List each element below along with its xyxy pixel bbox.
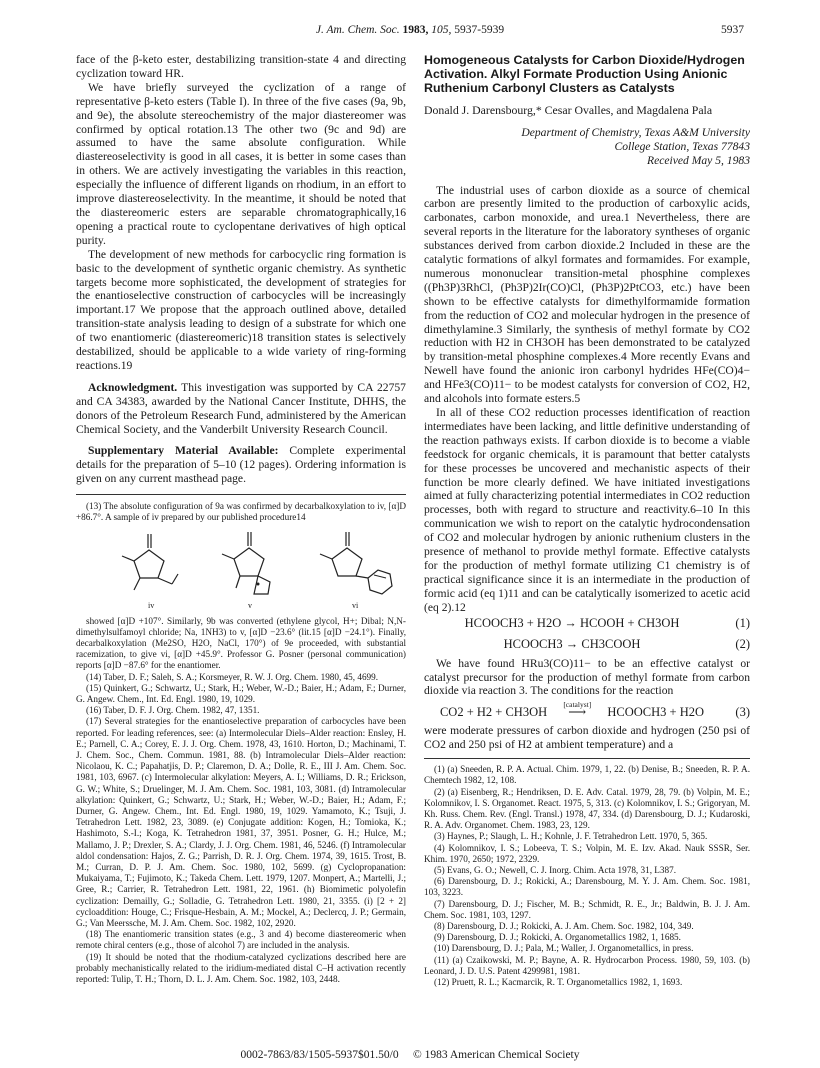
reference-item: (12) Pruett, R. L.; Kacmarcik, R. T. Organometallics 1982, 1, 1693. [434, 977, 683, 987]
structure-iv-icon [116, 528, 186, 600]
paragraph: In all of these CO2 reduction processes identification of reaction intermediates have been lacking, and little definitive understanding of the reaction pathways exists. If carbon dioxide is to become a viable feedstock for organic chemicals, it is paramount that better catalysts for these processes be uncovered and mechanistic aspects of their function be more clearly defined. We have initiated investigations aimed at fully characterizing potential intermediates in CO2 reduction processes, both with regard to structure and reactivity.6–10 In this communication we wish to report on the catalytic hydrocondensation of CO2 and molecular hydrogen by anionic ruthenium clusters in the presence of methanol to provide methyl formate. Effective catalysts for the production of methyl formate utilizing C1 chemistry is of practical significance since it is an intermediate in the production of formic acid (eq 1)11 and can be catalytically isomerized to acetic acid (eq 2).12 [424, 406, 750, 614]
reference-item: (7) Darensbourg, D. J.; Fischer, M. B.; Schmidt, R. E., Jr.; Baldwin, B. J. J. Am. Chem. Soc. 1981, 103, 1297. [424, 898, 750, 920]
article-code: 0002-7863/83/1505-5937$01.50/0 [240, 1049, 399, 1061]
footnote-17: (17) Several strategies for the enantioselective preparation of carbocycles have been reported. For leading references, see: (a) Intermolecular Diels–Alder reaction: Ensley, H. E.; Parnell, C. A.; Corey, E. J. J. Org. Chem. 1978, 43, 1610. Horton, D.; Machinami, T. J. Chem. Soc., Chem. Commun. 1981, 88. (b) Intramolecular Diels–Alder reaction: Nicolaou, K. C.; Papahatjis, D. P.; Claremon, D. A.; Dolle, R. E., III J. Am. Chem. Soc. 1981, 103, 6967. (c) Intermolecular alkylation: Meyers, A. I.; Williams, D. R.; Erickson, G. W.; White, S.; Druelinger, M. J. Am. Chem. Soc. 1981, 103, 3081. (d) Intramolecular alkylation: Quinkert, G.; Schwartz, U.; Stark, H.; Weber, W.-D.; Baier, H.; Adam, F.; Durner, G. Angew. Chem., Int. Ed. Engl. 1980, 19, 1029. Yamamoto, K.; Tsuji, J. Tetrahedron Lett. 1982, 23, 3089. (e) Conjugate addition: Kogen, H.; Tomioka, K.; Hashimoto, S.-I.; Koga, K. Tetrahedron 1981, 37, 3951. Posner, G. H.; Hulce, M.; Mallamo, J. P.; Drexler, S. A.; Clardy, J. J. Org. Chem. 1981, 46, 5246. (f) Intramolecular aldol condensation: Hajos, Z. G.; Parrish, D. R. J. Org. Chem. 1974, 39, 1615. Trost, B. M.; Curran, D. P. J. Am. Chem. Soc. 1980, 102, 5699. (g) Cyclopropanation: Mukaiyama, T.; Fujimoto, K.; Takeda Chem. Lett. 1979, 1207. Monpert, A.; Martelli, J.; Gree, R.; Carrier, R. Tetrahedron Lett. 1981, 22, 1961. (h) Biomimetic polyolefin cyclization: Demailly, G.; Solladie, G. Tetrahedron Lett. 1980, 21, 3355. (i) [2 + 2] cycloaddition: Hougе, C.; Frisque-Hesbain, A. M.; Mockel, A.; Declercq, J. P.; Germain, G.; Van Meerssche, M. J. Am. Chem. Soc. 1982, 102, 2920. [76, 716, 406, 929]
structure-vi-icon [316, 528, 396, 600]
paragraph: We have found HRu3(CO)11− to be an effective catalyst or catalyst precursor for the production of methyl formate from carbon dioxide via reaction 3. The conditions for the reaction [424, 656, 750, 698]
paragraph: We have briefly surveyed the cyclization of a range of representative β-keto esters (Table I). In three of the five cases (9a, 9b, and 9e), the absolute stereochemistry of the major diastereomer was confirmed by optical rotation.13 The other two (9c and 9d) are assumed to have the same absolute configuration. While diastereoselectivity is good in all cases, it is better in some cases than in others. We are actively investigating the variables in this reaction, especially the influence of different ligands on rhodium, in an effort to improve diastereoselectivity. In the meantime, it should be noted that the diastereomeric esters are separable chromatographically,16 opening a practical route to cyclopentane derivatives of high optical purity. [76, 80, 406, 247]
structures-figure [76, 528, 406, 614]
footnote-19: (19) It should be noted that the rhodium-catalyzed cyclizations described here are probably mechanistically related to the iridium-mediated distal C–H activation recently reported: Tulip, T. H.; Thorn, D. L. J. Am. Chem. Soc. 1982, 103, 2448. [76, 951, 406, 985]
footnote-divider [76, 494, 406, 495]
equation-3: CO2 + H2 + CH3OH [catalyst] ⟶ HCOOCH3 + H2O (3) [439, 700, 750, 720]
reference-item: (8) Darensbourg, D. J.; Rokicki, A. J. Am. Chem. Soc. 1982, 104, 349. [434, 920, 694, 931]
equation-1: HCOOCH3 + H2O → HCOOH + CH3OH (1) [464, 615, 750, 630]
left-column [76, 53, 406, 985]
footnote-13b: showed [α]D +107°. Similarly, 9b was converted (ethylene glycol, H+; Dibal; N,N-dimethylsulfamoyl chloride; Na, 1NH3) to v, [α]D −23.6° (lit.15 [α]D −24.1°). Finally, decarbalkoxylation (Me2SO, H2O, NaCl, 170°) of 9e proceeded, with substantial racemization, to give vi, [α]D +45.9°. Professor G. Posner (personal communication) reports [α]D −87.6° for the enantiomer. [76, 615, 406, 671]
reference-item: (1) (a) Sneeden, R. P. A. Actual. Chim. 1979, 1, 22. (b) Denise, B.; Sneeden, R. P. A. Chemtech 1982, 12, 108. [424, 764, 750, 786]
footnote-15: (15) Quinkert, G.; Schwartz, U.; Stark, H.; Weber, W.-D.; Baier, H.; Adam, F.; Durner, G. Angew. Chem., Int. Ed. Engl. 1980, 19, 1029. [76, 682, 406, 705]
supplementary-material: Supplementary Material Available: Complete experimental details for the preparation of 5–10 (12 pages). Ordering information is given on any current masthead page. [76, 444, 406, 486]
footnote-divider [424, 758, 750, 759]
acknowledgment: Acknowledgment. This investigation was supported by CA 22757 and CA 34383, awarded by the National Cancer Institute, DHHS, the donors of the Petroleum Research Fund, administered by the American Chemical Society, and the Vanderbilt University Research Council. [76, 380, 406, 436]
structure-v-icon [214, 528, 286, 600]
reference-item: (3) Haynes, P.; Slaugh, L. H.; Kohnle, J. F. Tetrahedron Lett. 1970, 5, 365. [434, 831, 708, 842]
reference-item: (6) Darensbourg, D. J.; Rokicki, A.; Darensbourg, M. Y. J. Am. Chem. Soc. 1981, 103, 3223. [424, 876, 750, 898]
structure-label-vi: vi [352, 600, 359, 610]
right-column [424, 53, 750, 988]
structure-label-iv: iv [148, 600, 155, 610]
footnote-18: (18) The enantiomeric transition states (e.g., 3 and 4) become diastereomeric when remote chiral centers (e.g., those of alcohol 7) are included in the analysis. [76, 929, 406, 951]
reference-item: (2) (a) Eisenberg, R.; Hendriksen, D. E. Adv. Catal. 1979, 28, 79. (b) Volpin, M. E.; Kolomnikov, I. S. Organomet. React. 1975, 5, 313. (c) Kolomnikov, I. S.; Grigoryan, M. Kh. Russ. Chem. Rev. (Engl. Transl.) 1978, 47, 334. (d) Darensbourg, D. J.; Kudaroski, R. A. Adv. Organomet. Chem. 1983, 23, 129. [424, 786, 750, 831]
page-number: 5937 [721, 24, 744, 36]
author-list: Donald J. Darensbourg,* Cesar Ovalles, and Magdalena Pala [424, 102, 713, 117]
footnote-14: (14) Taber, D. F.; Saleh, S. A.; Korsmeyer, R. W. J. Org. Chem. 1980, 45, 4699. [86, 671, 379, 682]
structure-label-v: v [248, 600, 252, 610]
reference-item: (10) Darensbourg, D. J.; Pala, M.; Waller, J. Organometallics, in press. [434, 943, 694, 954]
footnote-13a: (13) The absolute configuration of 9a was confirmed by decarbalkoxylation to iv, [α]D +86.7°. A sample of iv prepared by our published procedure14 [76, 501, 406, 523]
article-title: Homogeneous Catalysts for Carbon Dioxide/Hydrogen Activation. Alkyl Formate Production Using Anionic Ruthenium Carbonyl Clusters as Catalysts [424, 53, 745, 96]
reference-item: (9) Darensbourg, D. J.; Rokicki, A. Organometallics 1982, 1, 1685. [434, 932, 681, 943]
reference-item: (5) Evans, G. O.; Newell, C. J. Inorg. Chim. Acta 1978, 31, L387. [434, 864, 676, 875]
page-footer [0, 1049, 820, 1061]
journal-citation: J. Am. Chem. Soc. 1983, 105, 5937-5939 [315, 24, 505, 36]
reference-item: (11) (a) Czaikowski, M. P.; Bayne, A. R. Hydrocarbon Process. 1980, 59, 103. (b) Leonard, J. D. U.S. Patent 4299981, 1981. [424, 954, 750, 976]
references [424, 764, 750, 988]
paragraph: The industrial uses of carbon dioxide as a source of chemical carbon are presently limited to the production of carboxylic acids, carbonates, carbon monoxide, and urea.1 Nevertheless, there are several reports in the literature for the laboratory syntheses of organic substances derived from carbon dioxide.2 Included in these are the catalytic formations of alkyl formates and formamides. For example, numerous mononuclear transition-metal phosphine complexes ((Ph3P)3RhCl, (Ph3P)2Ir(CO)Cl, (Ph3P)2PtCO3, etc.) have been shown to be effective catalysts for dimethylformamide formation from the reduction of CO2 and molecular hydrogen in the presence of dimethylamine.3 Similarly, the synthesis of methyl formate by CO2 reduction with H2 in CH3OH has been demonstrated to be catalyzed by transition-metal phosphine complexes.4 More recently Evans and Newell have found the anionic iron carbonyl hydrides HFe(CO)4− and HFe3(CO)11− to be modest catalysts for conversion of CO2, H2, and alcohols into formate esters.5 [424, 183, 750, 406]
running-header [76, 24, 744, 40]
equation-2: HCOOCH3 → CH3COOH (2) [503, 636, 750, 651]
copyright-notice: © 1983 American Chemical Society [412, 1049, 580, 1061]
paragraph: were moderate pressures of carbon dioxide and hydrogen (250 psi of CO2 and 250 psi of H2 at ambient temperature) and a [424, 724, 750, 752]
paragraph: The development of new methods for carbocyclic ring formation is basic to the development of synthetic organic chemistry. As synthetic targets become more sophisticated, the development of strategies for the enantioselective construction of carbocycles will be increasingly important.17 We propose that the approach outlined above, detailed transition-state analysis leading to design of a substrate for which one of two enantiomeric (diastereomeric)18 transition states is selectively destabilized, should be applicable to a wide variety of ring-forming reactions.19 [76, 247, 406, 372]
footnotes [76, 501, 406, 985]
reference-item: (4) Kolomnikov, I. S.; Lobeeva, T. S.; Volpin, M. E. Izv. Akad. Nauk SSSR, Ser. Khim. 1970, 2650; 1972, 2329. [424, 842, 750, 864]
paragraph: face of the β-keto ester, destabilizing transition-state 4 and directing cyclization toward HR. [76, 53, 406, 80]
footnote-16: (16) Taber, D. F. J. Org. Chem. 1982, 47, 1351. [86, 705, 260, 716]
affiliation: Department of Chemistry, Texas A&M University College Station, Texas 77843 Received May 5, 1983 [521, 125, 750, 167]
